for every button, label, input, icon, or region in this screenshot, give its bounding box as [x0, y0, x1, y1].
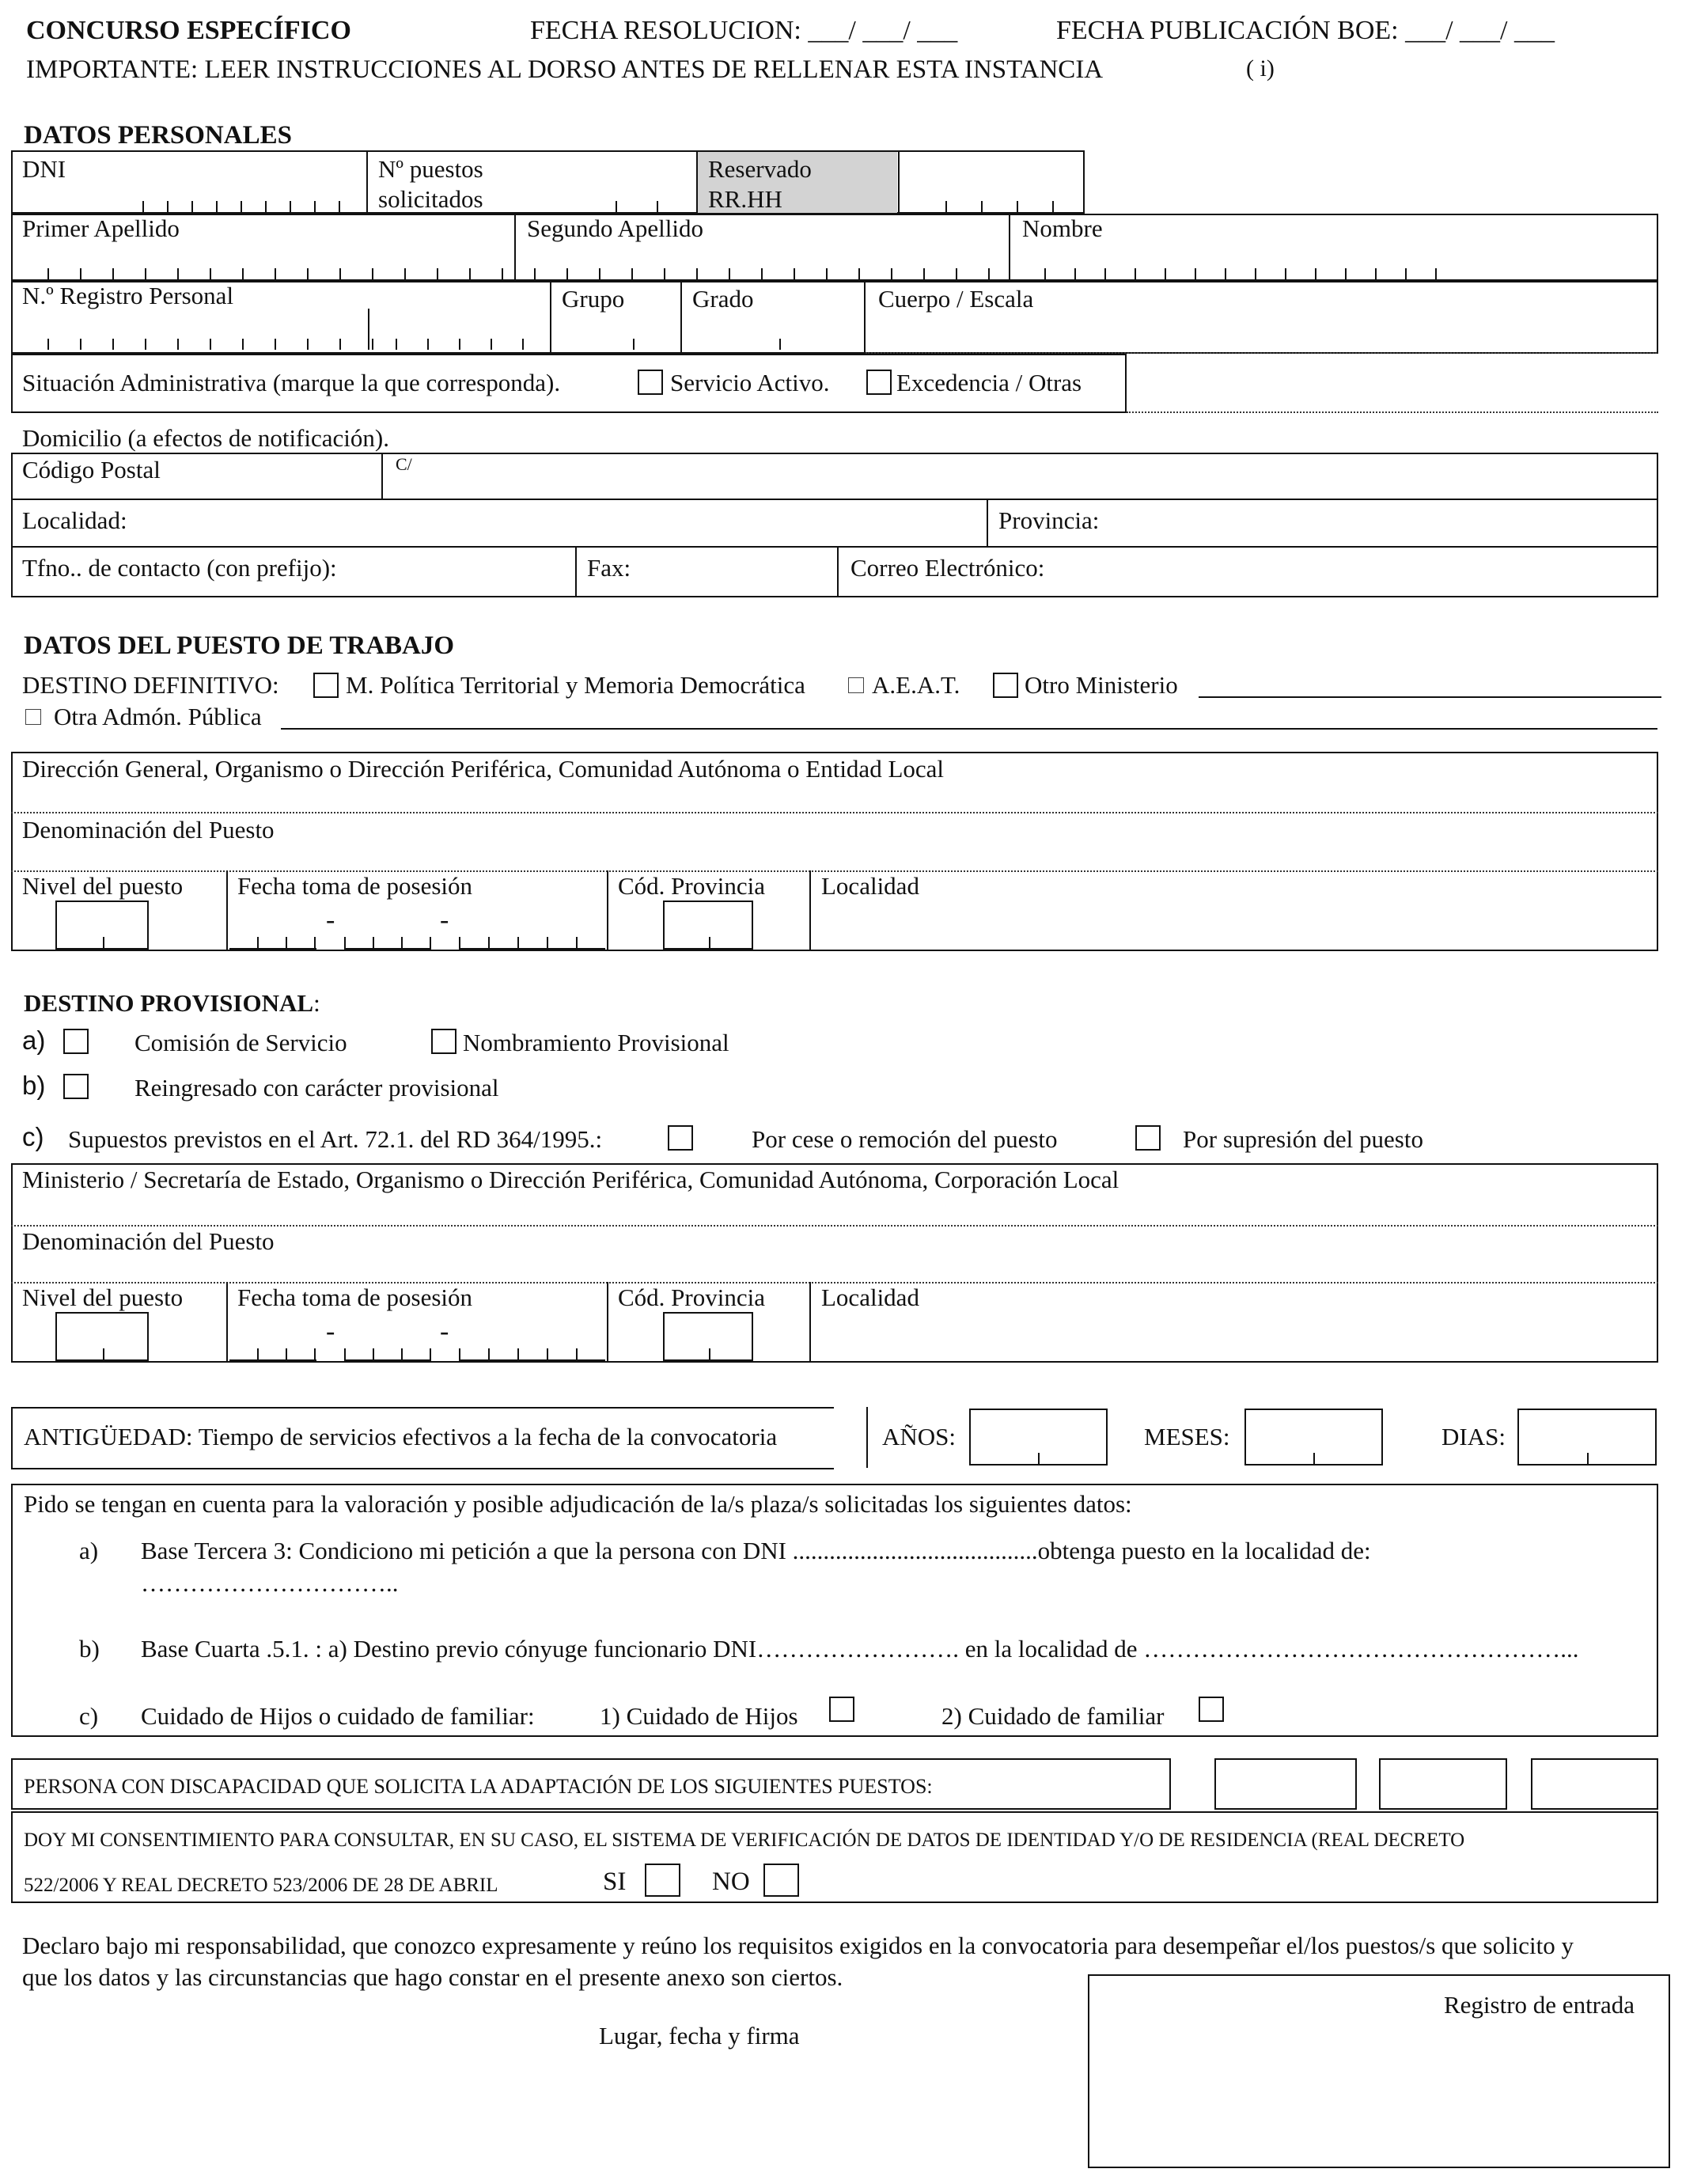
valoracion-b-label: b)	[79, 1635, 100, 1663]
nombramiento-checkbox[interactable]	[431, 1029, 456, 1054]
fax-label: Fax:	[587, 554, 631, 582]
calle-input[interactable]	[427, 457, 1654, 495]
excedencia-label: Excedencia / Otras	[896, 369, 1082, 396]
fecha-toma-label: Fecha toma de posesión	[237, 872, 473, 900]
domicilio-label: Domicilio (a efectos de notificación).	[22, 424, 389, 452]
supuestos-label: Supuestos previstos en el Art. 72.1. del RD 364/1995.:	[68, 1125, 603, 1153]
otra-admon-input[interactable]	[281, 728, 1657, 730]
firma-area[interactable]	[237, 2057, 1029, 2168]
prov-cod-provincia-input[interactable]	[663, 1312, 753, 1361]
correo-label: Correo Electrónico:	[850, 554, 1045, 582]
segundo-apellido-label: Segundo Apellido	[527, 214, 704, 242]
telefono-input[interactable]	[356, 551, 570, 593]
dni-input[interactable]	[95, 198, 340, 212]
denominacion-label: Denominación del Puesto	[22, 816, 275, 844]
reservado-code	[941, 198, 1060, 212]
provincia-input[interactable]	[1108, 502, 1654, 542]
otra-admon-checkbox[interactable]	[25, 709, 41, 725]
situacion-label: Situación Administrativa (marque la que corresponda).	[22, 369, 561, 396]
supuestos-checkbox[interactable]	[668, 1125, 693, 1151]
primer-apellido-label: Primer Apellido	[22, 214, 180, 242]
prov-ministerio-input[interactable]	[13, 1195, 1657, 1223]
registro-entrada-label: Registro de entrada	[1444, 1991, 1635, 2019]
localidad-label: Localidad:	[22, 506, 127, 534]
consentimiento-line1: DOY MI CONSENTIMIENTO PARA CONSULTAR, EN SU CASO, EL SISTEMA DE VERIFICACIÓN DE DATOS DE IDENTIDAD Y/O DE RESIDENCIA (REAL DECRETO	[24, 1829, 1465, 1851]
registro-label: N.º Registro Personal	[22, 282, 234, 309]
telefono-label: Tfno.. de contacto (con prefijo):	[22, 554, 337, 582]
comision-checkbox[interactable]	[63, 1029, 89, 1054]
note-reference: ( i)	[1246, 55, 1275, 82]
discapacidad-puesto-3[interactable]	[1531, 1758, 1658, 1810]
section-heading-personal: DATOS PERSONALES	[24, 121, 292, 150]
codigo-postal-input[interactable]	[13, 484, 380, 497]
reingresado-label: Reingresado con carácter provisional	[134, 1074, 499, 1101]
puestos-input[interactable]	[609, 198, 688, 212]
otro-ministerio-checkbox[interactable]	[993, 673, 1018, 698]
destino-definitivo-label: DESTINO DEFINITIVO:	[22, 671, 279, 699]
discapacidad-puesto-2[interactable]	[1379, 1758, 1507, 1810]
cuidado-hijos-checkbox[interactable]	[829, 1697, 854, 1722]
otra-admon-label: Otra Admón. Pública	[54, 703, 262, 730]
prov-localidad-label: Localidad	[821, 1283, 919, 1311]
prov-localidad-input[interactable]	[815, 1314, 1654, 1359]
meses-label: MESES:	[1144, 1423, 1230, 1450]
discapacidad-label: PERSONA CON DISCAPACIDAD QUE SOLICITA LA ADAPTACIÓN DE LOS SIGUIENTES PUESTOS:	[24, 1775, 933, 1798]
option-b-label: b)	[22, 1071, 46, 1100]
direccion-general-input[interactable]	[13, 783, 1657, 810]
nivel-label: Nivel del puesto	[22, 872, 184, 900]
servicio-activo-checkbox[interactable]	[638, 370, 663, 395]
apellidos-input[interactable]	[16, 265, 997, 279]
por-supresion-checkbox[interactable]	[1135, 1125, 1161, 1151]
valoracion-b-text: Base Cuarta .5.1. : a) Destino previo cónyuge funcionario DNI……………………. en la localidad de ……………………………………………...	[141, 1635, 1579, 1663]
valoracion-a-label: a)	[79, 1537, 99, 1564]
registro-input[interactable]	[16, 336, 546, 351]
cuidado-hijos-label: 1) Cuidado de Hijos	[600, 1702, 798, 1730]
grupo-label: Grupo	[562, 285, 625, 313]
comision-label: Comisión de Servicio	[134, 1029, 347, 1056]
por-supresion-label: Por supresión del puesto	[1183, 1125, 1423, 1153]
correo-input[interactable]	[1060, 551, 1654, 593]
discapacidad-puesto-1[interactable]	[1214, 1758, 1357, 1810]
puestos-label-1: Nº puestos	[378, 155, 483, 183]
reservado-label-2: RR.HH	[708, 185, 782, 213]
excedencia-checkbox[interactable]	[866, 370, 892, 395]
prov-nivel-label: Nivel del puesto	[22, 1283, 184, 1311]
codigo-postal-label: Código Postal	[22, 456, 161, 483]
section-heading-provisional: DESTINO PROVISIONAL:	[24, 989, 320, 1017]
fecha-toma-input[interactable]: - -	[229, 902, 605, 950]
prov-cod-provincia-label: Cód. Provincia	[618, 1283, 765, 1311]
ministerio-checkbox[interactable]	[313, 673, 339, 698]
dni-label: DNI	[22, 155, 66, 183]
reservado-label-1: Reservado	[708, 155, 812, 183]
cuidado-familiar-label: 2) Cuidado de familiar	[941, 1702, 1165, 1730]
antiguedad-label: ANTIGÜEDAD: Tiempo de servicios efectivos a la fecha de la convocatoria	[24, 1423, 778, 1450]
por-cese-label: Por cese o remoción del puesto	[752, 1125, 1058, 1153]
grado-label: Grado	[692, 285, 754, 313]
calle-label: C/	[396, 454, 412, 474]
prov-fecha-toma-label: Fecha toma de posesión	[237, 1283, 473, 1311]
consentimiento-si-label: SI	[603, 1867, 627, 1896]
localidad-puesto-input[interactable]	[815, 902, 1654, 948]
cuidado-familiar-checkbox[interactable]	[1199, 1697, 1224, 1722]
consentimiento-no-checkbox[interactable]	[763, 1864, 799, 1897]
otro-ministerio-input[interactable]	[1199, 696, 1661, 698]
prov-ministerio-label: Ministerio / Secretaría de Estado, Organismo o Dirección Periférica, Comunidad Autónoma, Corporación Local	[22, 1166, 1119, 1193]
prov-nivel-input[interactable]	[55, 1312, 149, 1361]
aeat-label: A.E.A.T.	[872, 671, 960, 699]
fecha-resolucion: FECHA RESOLUCION: ___/ ___/ ___	[530, 16, 958, 45]
dias-label: DIAS:	[1441, 1423, 1506, 1450]
puestos-label-2: solicitados	[378, 185, 483, 213]
prov-denominacion-input[interactable]	[13, 1255, 1657, 1280]
consentimiento-line2: 522/2006 Y REAL DECRETO 523/2006 DE 28 DE ABRIL	[24, 1875, 498, 1896]
cuerpo-label: Cuerpo / Escala	[878, 285, 1034, 313]
cod-provincia-input[interactable]	[663, 901, 753, 950]
declaracion-line2: que los datos y las circunstancias que hago constar en el presente anexo son ciertos.	[22, 1963, 843, 1991]
grupo-input[interactable]	[554, 336, 672, 351]
dias-input[interactable]	[1517, 1409, 1657, 1465]
meses-input[interactable]	[1244, 1409, 1383, 1465]
nombramiento-label: Nombramiento Provisional	[463, 1029, 729, 1056]
aeat-checkbox[interactable]	[848, 677, 864, 693]
localidad-input[interactable]	[142, 502, 981, 542]
fecha-boe: FECHA PUBLICACIÓN BOE: ___/ ___/ ___	[1056, 16, 1555, 45]
provincia-label: Provincia:	[998, 506, 1100, 534]
servicio-activo-label: Servicio Activo.	[670, 369, 830, 396]
otro-ministerio-label: Otro Ministerio	[1025, 671, 1178, 699]
nombre-input[interactable]	[1021, 265, 1464, 279]
prov-denominacion-label: Denominación del Puesto	[22, 1227, 275, 1255]
prov-fecha-toma-input[interactable]: - -	[229, 1314, 605, 1361]
valoracion-a-text: Base Tercera 3: Condiciono mi petición a que la persona con DNI ........................................obtenga puesto en la localidad de:	[141, 1537, 1371, 1564]
valoracion-c-text: Cuidado de Hijos o cuidado de familiar:	[141, 1702, 535, 1730]
valoracion-c-label: c)	[79, 1702, 99, 1730]
anos-input[interactable]	[969, 1409, 1108, 1465]
lugar-fecha-firma-label: Lugar, fecha y firma	[599, 2022, 800, 2049]
nivel-input[interactable]	[55, 901, 149, 950]
declaracion-line1: Declaro bajo mi responsabilidad, que conozco expresamente y reúno los requisitos exigidos en la convocatoria para desempeñar el/los puestos/s que solicito y	[22, 1932, 1574, 1959]
nombre-label: Nombre	[1022, 214, 1103, 242]
grado-input[interactable]	[684, 336, 858, 351]
anos-label: AÑOS:	[882, 1423, 957, 1450]
localidad-puesto-label: Localidad	[821, 872, 919, 900]
consentimiento-no-label: NO	[712, 1867, 750, 1896]
option-a-label: a)	[22, 1026, 46, 1055]
ministerio-label: M. Política Territorial y Memoria Democrática	[346, 671, 805, 699]
denominacion-input[interactable]	[13, 844, 1657, 869]
importante-note: IMPORTANTE: LEER INSTRUCCIONES AL DORSO ANTES DE RELLENAR ESTA INSTANCIA	[26, 55, 1104, 84]
consentimiento-si-checkbox[interactable]	[645, 1864, 680, 1897]
option-c-label: c)	[22, 1122, 44, 1151]
direccion-general-label: Dirección General, Organismo o Dirección Periférica, Comunidad Autónoma o Entidad Local	[22, 755, 945, 783]
form-title: CONCURSO ESPECÍFICO	[26, 16, 351, 45]
cod-provincia-label: Cód. Provincia	[618, 872, 765, 900]
section-heading-puesto: DATOS DEL PUESTO DE TRABAJO	[24, 631, 455, 660]
reingresado-checkbox[interactable]	[63, 1074, 89, 1099]
valoracion-a-text2: …………………………..	[141, 1569, 399, 1597]
fax-input[interactable]	[641, 551, 831, 593]
valoracion-intro: Pido se tengan en cuenta para la valoración y posible adjudicación de la/s plaza/s solicitadas los siguientes datos:	[24, 1490, 1132, 1518]
